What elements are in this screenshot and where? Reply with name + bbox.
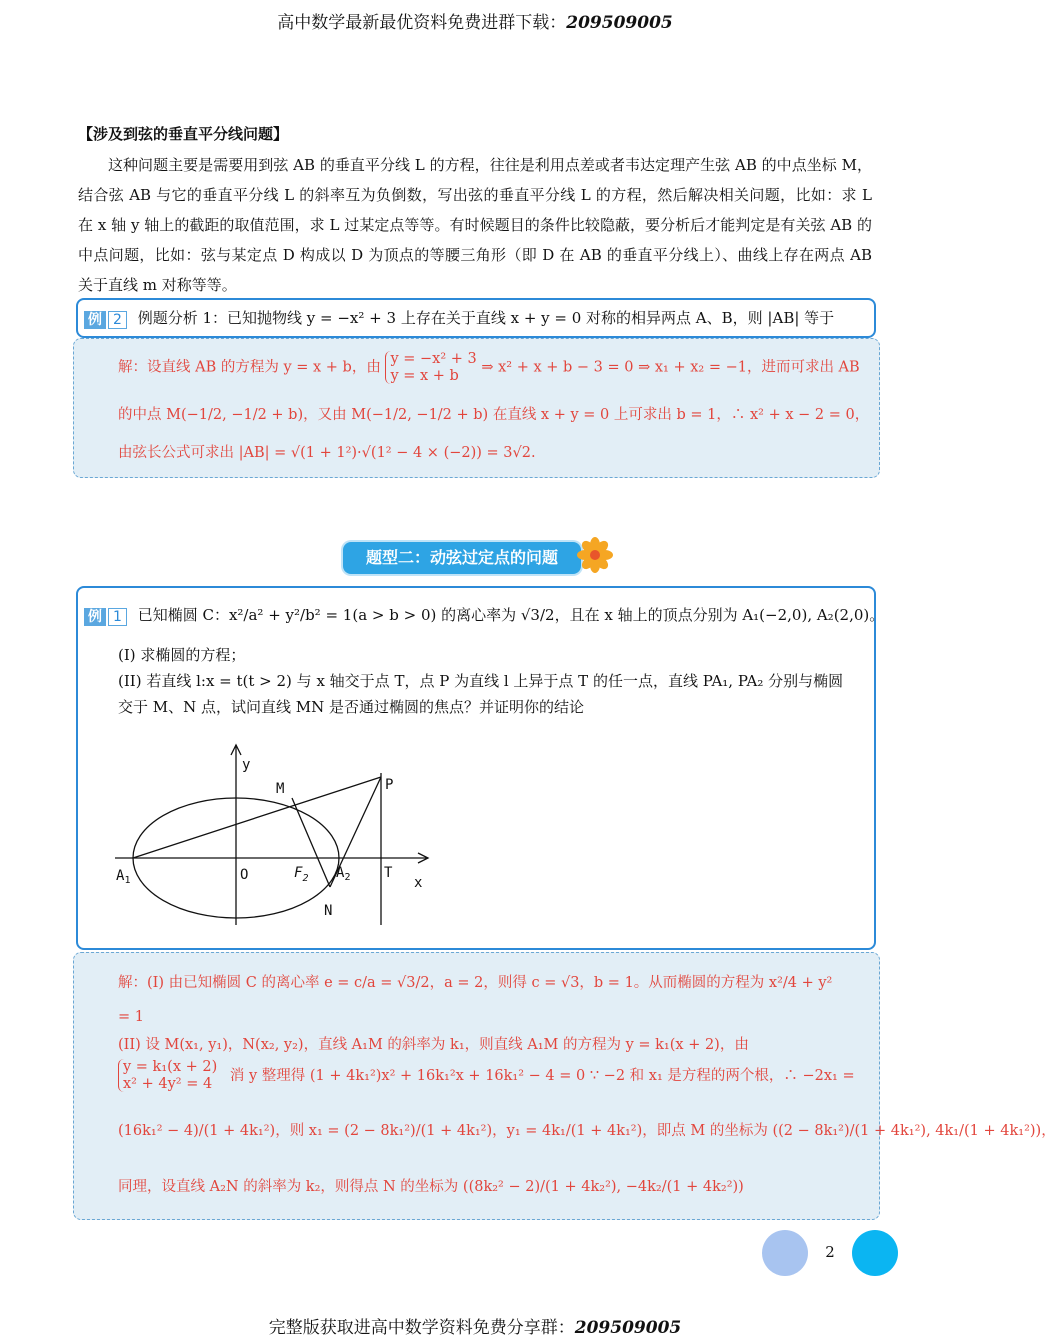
sol2-line2: 的中点 M(−1/2, −1/2 + b)，又由 M(−1/2, −1/2 + b) 在直线 x + y = 0 上可求出 b = 1，∴ x² + x − 2 = 0， bbox=[118, 407, 870, 423]
section-heading: 【涉及到弦的垂直平分线问题】 bbox=[78, 125, 289, 143]
fig-label-y: y bbox=[242, 757, 251, 773]
sol1-line5: (16k₁² − 4)/(1 + 4k₁²)，则 x₁ = (2 − 8k₁²)/(1 + 4k₁²)，y₁ = 4k₁/(1 + 4k₁²)，即点 M 的坐标为 ((2 − 8k₁²)/(1 + 4k₁²), 4k₁/(1 + 4k₁²))， bbox=[118, 1123, 1056, 1139]
page-circle-right bbox=[852, 1230, 898, 1276]
page-circle-left bbox=[762, 1230, 808, 1276]
flower-icon bbox=[578, 536, 612, 574]
sol1-line1: 解：(I) 由已知椭圆 C 的离心率 e = c/a = √3/2，a = 2，则得 c = √3，b = 1。从而椭圆的方程为 x²/4 + y² bbox=[118, 975, 833, 991]
intro-paragraph: 这种问题主要是需要用到弦 AB 的垂直平分线 L 的方程，往往是利用点差或者韦达定理产生弦 AB 的中点坐标 M，结合弦 AB 与它的垂直平分线 L 的斜率互为负倒数，写出弦的垂直平分线 L 的方程，然后解决相关问题，比如：求 L 在 x 轴 y 轴上的截距的取值范围，求 L 过某定点等等。有时候题目的条件比较隐蔽，要分析后才能判定是有关弦 AB 的中点问题，比如：弦与某定点 D 构成以 D 为顶点的等腰三角形（即 D 在 AB 的垂直平分线上）、曲线上存在两点 AB 关于直线 m 对称等等。 bbox=[78, 156, 872, 294]
bottom-banner: 完整版获取进高中数学资料免费分享群：209509005 bbox=[268, 1318, 682, 1338]
sol1-system: y = k₁(x + 2) x² + 4y² = 4 bbox=[118, 1059, 217, 1092]
example-1-part1: (I) 求椭圆的方程； bbox=[118, 646, 246, 664]
ellipse-figure bbox=[100, 735, 445, 930]
example-1-part2: (II) 若直线 l:x = t(t > 2) 与 x 轴交于点 T，点 P 为直线 l 上异于点 T 的任一点，直线 PA₁, PA₂ 分别与椭圆 bbox=[118, 672, 844, 690]
fig-label-A2: $A_2$ bbox=[336, 865, 351, 883]
solution-1-box bbox=[73, 952, 1056, 1220]
top-banner: 高中数学最新最优资料免费进群下载：209509005 bbox=[277, 13, 673, 33]
sol1-line6: 同理，设直线 A₂N 的斜率为 k₂，则得点 N 的坐标为 ((8k₂² − 2)/(1 + 4k₂²), −4k₂/(1 + 4k₂²)) bbox=[118, 1179, 744, 1195]
example-badge: 例 1 bbox=[84, 606, 127, 626]
sol1-line3: (II) 设 M(x₁, y₁)，N(x₂, y₂)，直线 A₁M 的斜率为 k₁，则直线 A₁M 的方程为 y = k₁(x + 2)，由 bbox=[118, 1037, 749, 1053]
solution-2-box bbox=[73, 338, 880, 478]
fig-label-A1: $A_1$ bbox=[116, 868, 131, 886]
sol2-system: y = −x² + 3 y = x + b bbox=[385, 351, 476, 384]
fig-label-P: P bbox=[385, 777, 394, 793]
example-1-line1: 已知椭圆 C：x²/a² + y²/b² = 1(a > b > 0) 的离心率为 √3/2，且在 x 轴上的顶点分别为 A₁(−2,0), A₂(2,0)。 bbox=[137, 606, 885, 624]
sol2-line1b: ⇒ x² + x + b − 3 = 0 ⇒ x₁ + x₂ = −1，进而可求出 AB bbox=[481, 359, 860, 376]
fig-label-x: x bbox=[414, 875, 423, 891]
fig-label-F2: $F_2$ bbox=[294, 865, 309, 884]
sol1-line4b: 消 y 整理得 (1 + 4k₁²)x² + 16k₁²x + 16k₁² − 4 = 0 ∵ −2 和 x₁ 是方程的两个根，∴ −2x₁ = bbox=[229, 1067, 855, 1084]
type-heading: 题型二：动弦过定点的问题 bbox=[343, 542, 581, 574]
example-2-box bbox=[76, 298, 876, 338]
sol1-line2: = 1 bbox=[118, 1009, 144, 1025]
fig-label-T: T bbox=[384, 865, 393, 881]
fig-label-N: N bbox=[324, 903, 333, 919]
fig-label-O: O bbox=[240, 867, 249, 883]
example-badge: 例 2 bbox=[84, 309, 127, 329]
fig-label-M: M bbox=[276, 781, 285, 797]
page-number: 2 bbox=[825, 1243, 835, 1261]
example-2-text: 例题分析 1：已知抛物线 y = −x² + 3 上存在关于直线 x + y = 0 对称的相异两点 A、B，则 |AB| 等于 bbox=[137, 309, 835, 327]
sol2-line3: 由弦长公式可求出 |AB| = √(1 + 1²)·√(1² − 4 × (−2)) = 3√2. bbox=[118, 445, 536, 461]
sol2-line1a: 解：设直线 AB 的方程为 y = x + b，由 bbox=[118, 359, 381, 376]
example-1-line4: 交于 M、N 点，试问直线 MN 是否通过椭圆的焦点？并证明你的结论 bbox=[118, 698, 585, 716]
